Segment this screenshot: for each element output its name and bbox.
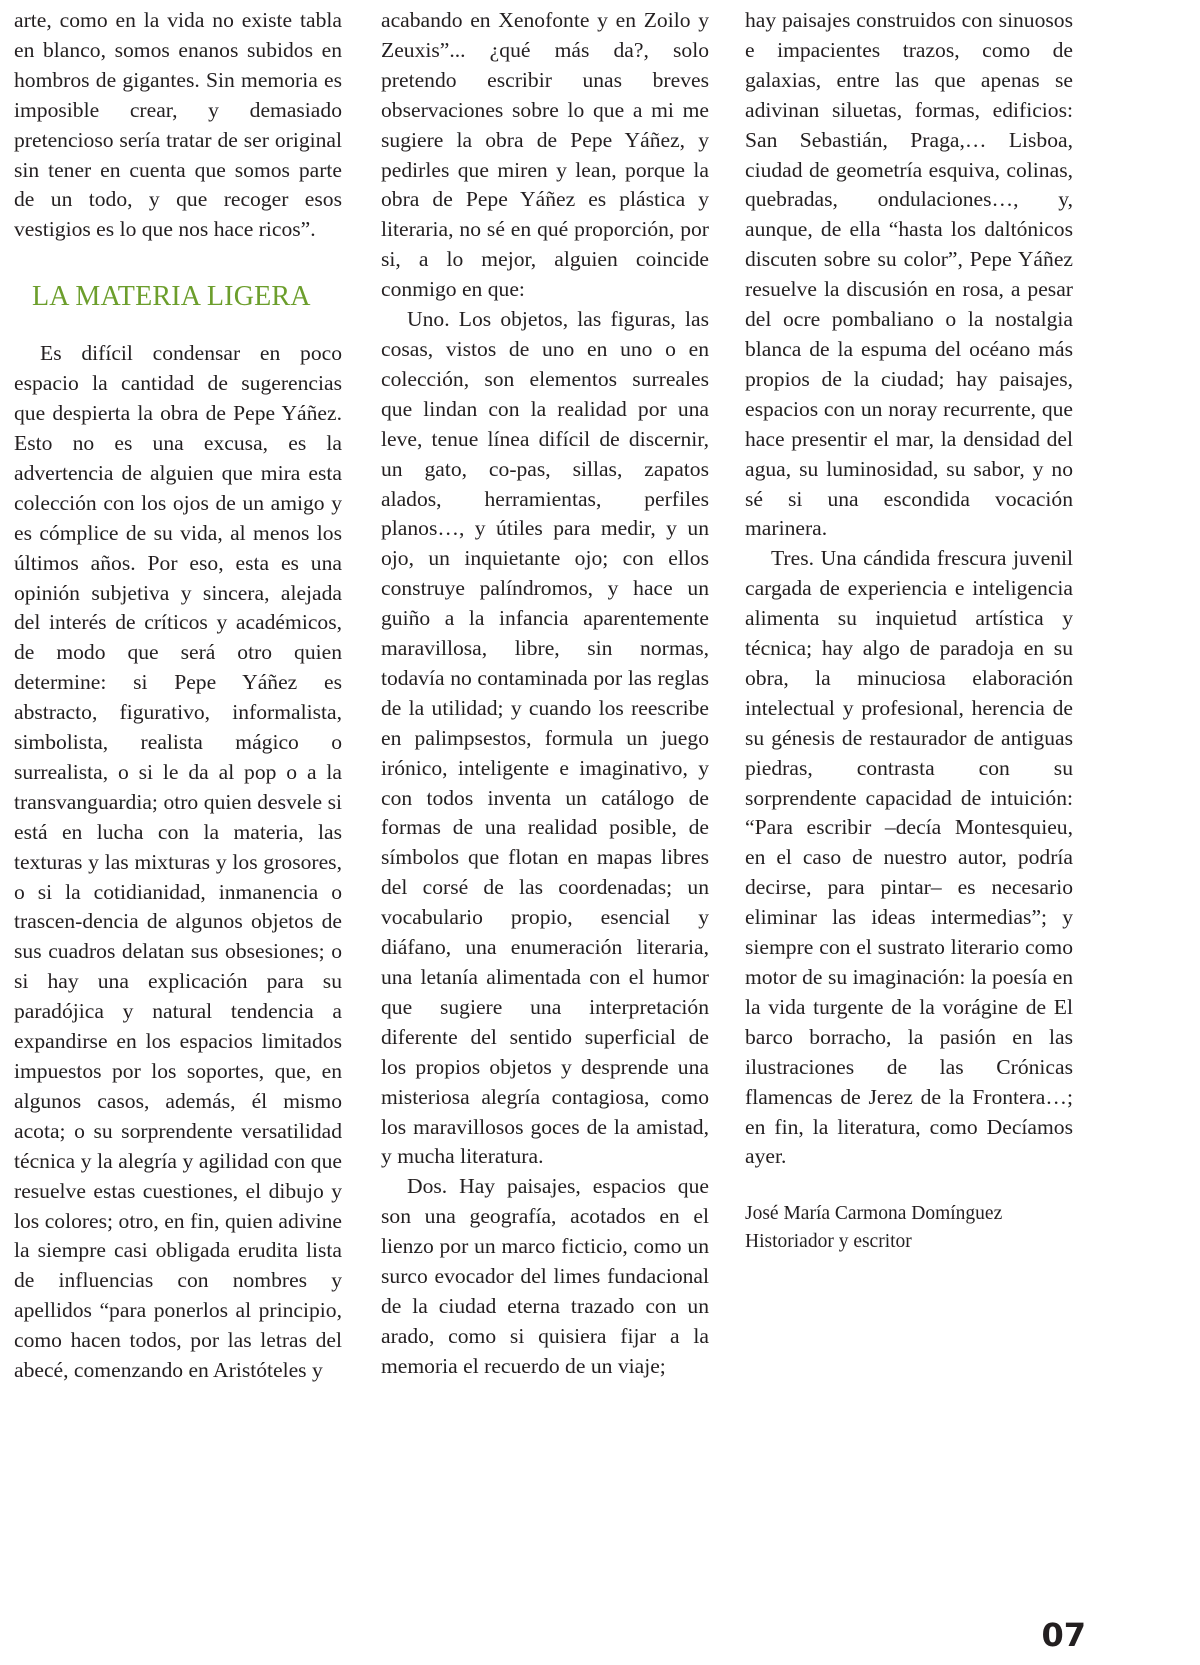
text-column-2 (381, 6, 709, 1382)
section-heading: LA MATERIA LIGERA (32, 281, 311, 313)
paragraph-intro-continuation: arte, como en la vida no existe tabla en blanco, somos enanos subidos en hombros de gigantes. Sin memoria es imposible crear, y demasiado pretencioso sería tratar de ser original sin tener en cuenta que somos parte de un todo, y que recoger esos vestigios es lo que nos hace ricos”. (14, 8, 342, 242)
author-role: Historiador y escritor (745, 1231, 912, 1253)
paragraph-uno: Uno. Los objetos, las figuras, las cosas, vistos de uno en uno o en colección, son elementos surreales que lindan con la realidad por una leve, tenue línea difícil de discernir, un gato, co-pas, sillas, zapatos alados, herramientas, perfiles planos…, y útiles para medir, y un ojo, un inquietante ojo; con ellos construye palíndromos, y hace un guiño a la infancia aparentemente maravillosa, libre, sin normas, todavía no contaminada por las reglas de la utilidad; y cuando los reescribe en palimpsestos, formula un juego irónico, inteligente e imaginativo, y con todos inventa un catálogo de formas de una realidad posible, de símbolos que flotan en mapas libres del corsé de las coordenadas; un vocabulario propio, esencial y diáfano, una enumeración literaria, una letanía alimentada con el humor que sugiere una interpretación diferente del sentido superficial de los propios objetos y desprende una misteriosa alegría contagiosa, como los maravillosos goces de la amistad, y mucha literatura. (381, 307, 709, 1169)
paragraph-body: Es difícil condensar en poco espacio la cantidad de sugerencias que despierta la obra de Pepe Yáñez. Esto no es una excusa, es la advertencia de alguien que mira esta colección con los ojos de un amigo y es cómplice de su vida, al menos los últimos años. Por eso, esta es una opinión subjetiva y sincera, alejada del interés de críticos y académicos, de modo que será otro quien determine: si Pepe Yáñez es abstracto, figurativo, informalista, simbolista, realista mágico o surrealista, o si le da al pop o a la transvanguardia; otro quien desvele si está en lucha con la materia, las texturas y las mixturas y los grosores, o si la cotidianidad, inmanencia o trascen-dencia de algunos objetos de sus cuadros delatan sus obsesiones; o si hay una explicación para su paradójica y natural tendencia a expandirse en los espacios limitados impuestos por los soportes, que, en algunos casos, además, él mismo acota; o su sorprendente versatilidad técnica y la alegría y agilidad con que resuelve estas cuestiones, el dibujo y los colores; otro, en fin, quien adivine la siempre casi obligada erudita lista de influencias con nombres y apellidos “para ponerlos al principio, como hacen todos, por las letras del abecé, comenzando en Aristóteles y (14, 341, 342, 1383)
paragraph-continuation: acabando en Xenofonte y en Zoilo y Zeuxis”... ¿qué más da?, solo pretendo escribir unas breves observaciones sobre lo que a mi me sugiere la obra de Pepe Yáñez, y pedirles que miren y lean, porque la obra de Pepe Yáñez es plástica y literaria, no sé en qué proporción, por si, a lo mejor, alguien coincide conmigo en que: (381, 8, 709, 302)
author-name: José María Carmona Domínguez (745, 1203, 1003, 1225)
paragraph-continuation: hay paisajes construidos con sinuosos e impacientes trazos, como de galaxias, entre las que apenas se adivinan siluetas, formas, edificios: San Sebastián, Praga,… Lisboa, ciudad de geometría esquiva, colinas, quebradas, ondulaciones…, y, aunque, de ella “hasta los daltónicos discuten sobre su color”, Pepe Yáñez resuelve la discusión en rosa, a pesar del ocre pombaliano o la nostalgia blanca de la espuma del océano más propios de la ciudad; hay paisajes, espacios con un noray recurrente, que hace presentir el mar, la densidad del agua, su luminosidad, su sabor, y no sé si una escondida vocación marinera. (745, 8, 1073, 541)
paragraph-dos: Dos. Hay paisajes, espacios que son una geografía, acotados en el lienzo por un marco ficticio, como un surco evocador del limes fundacional de la ciudad eterna trazado con un arado, como si quisiera fijar a la memoria el recuerdo de un viaje; (381, 1174, 709, 1378)
page-number: 07 (1041, 1616, 1086, 1654)
text-column-3 (745, 6, 1073, 1256)
text-column-1 (14, 6, 342, 1386)
author-signature (745, 1200, 1073, 1256)
paragraph-tres: Tres. Una cándida frescura juvenil cargada de experiencia e inteligencia alimenta su inquietud artística y técnica; hay algo de paradoja en su obra, la minuciosa elaboración intelectual y profesional, herencia de su génesis de restaurador de antiguas piedras, contrasta con su sorprendente capacidad de intuición: “Para escribir –decía Montesquieu, en el caso de nuestro autor, podría decirse, para pintar– es necesario eliminar las ideas intermedias”; y siempre con el sustrato literario como motor de su imaginación: la poesía en la vida turgente de la vorágine de El barco borracho, la pasión en las ilustraciones de las Crónicas flamencas de Jerez de la Frontera…; en fin, la literatura, como Decíamos ayer. (745, 546, 1073, 1169)
